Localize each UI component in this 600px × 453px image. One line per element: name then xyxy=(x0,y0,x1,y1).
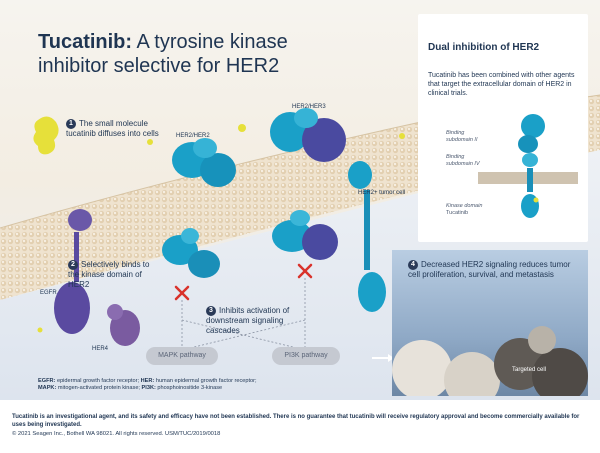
step-text: Decreased HER2 signaling reduces tumor cell proliferation, survival, and metastasis xyxy=(408,260,571,279)
step-number-badge: 2 xyxy=(68,260,78,270)
tumor-cells-panel xyxy=(392,250,588,396)
inset-title: Dual inhibition of HER2 xyxy=(428,42,540,53)
step-text: Inhibits activation of downstream signaling cascades xyxy=(206,306,290,335)
step-3 xyxy=(206,306,304,335)
abbreviation-legend xyxy=(38,378,378,392)
label-her2-tumor-cell: HER2+ tumor cell xyxy=(358,190,406,196)
label-her2-her2: HER2/HER2 xyxy=(176,133,210,139)
step-text: Selectively binds to the kinase domain of HER2 xyxy=(68,260,150,289)
label-kinase-domain: Kinase domain xyxy=(446,203,483,209)
step-text: The small molecule tucatinib diffuses into cells xyxy=(66,119,159,138)
page-title: Tucatinib: A tyrosine kinase inhibitor selective for HER2 xyxy=(38,31,288,77)
step-number-badge: 4 xyxy=(408,260,418,270)
label-targeted-cell: Targeted cell xyxy=(512,367,547,373)
inset-description: Tucatinib has been combined with other agents that target the extracellular domain of HER2 in clinical trials. xyxy=(428,72,575,97)
label-egfr: EGFR xyxy=(40,290,57,296)
copyright-text: © 2021 Seagen Inc., Bothell WA 98021. All rights reserved. USM/TUC/2019/0018 xyxy=(12,431,221,437)
legend-line-1: EGFR: epidermal growth factor receptor; HER: human epidermal growth factor receptor; xyxy=(38,378,257,384)
label-her2-her3: HER2/HER3 xyxy=(292,104,326,110)
legend-line-2: MAPK: mitogen-activated protein kinase; PI3K: phosphoinositide 3-kinase xyxy=(38,385,223,391)
dual-inhibition-inset xyxy=(418,14,588,242)
pi3k-pathway-pill: PI3K pathway xyxy=(272,347,340,365)
label-tucatinib: Tucatinib xyxy=(446,210,469,216)
label-her4: HER4 xyxy=(92,346,109,352)
step-4 xyxy=(408,260,573,280)
step-2 xyxy=(68,260,158,289)
mapk-pathway-pill: MAPK pathway xyxy=(146,347,218,365)
her2-antibody-illustration xyxy=(478,110,578,238)
step-number-badge: 3 xyxy=(206,306,216,316)
step-1 xyxy=(66,119,176,139)
tumor-cells-illustration xyxy=(392,310,588,396)
step-number-badge: 1 xyxy=(66,119,76,129)
disclaimer-text: Tucatinib is an investigational agent, and its safety and efficacy have not been established. There is no guarantee that tucatinib will receive regulatory approval and become commercially available for uses being investigated. xyxy=(12,414,580,428)
label-binding-subdomain-4: Binding subdomain IV xyxy=(446,154,480,167)
label-binding-subdomain-2: Binding subdomain II xyxy=(446,130,478,143)
